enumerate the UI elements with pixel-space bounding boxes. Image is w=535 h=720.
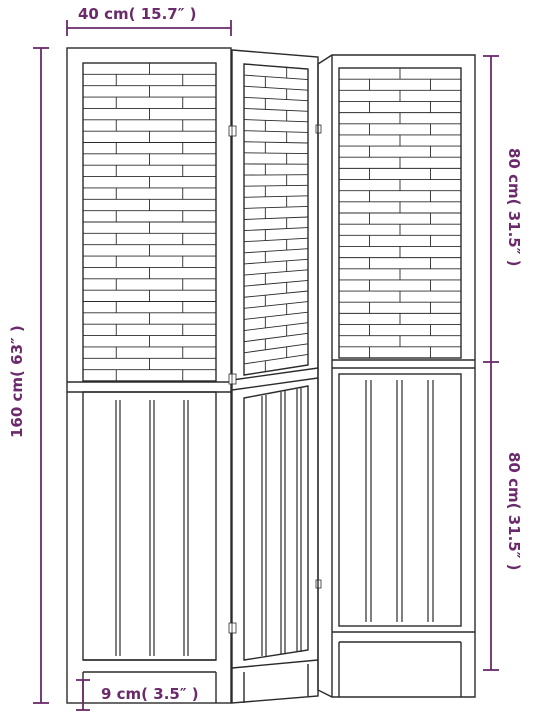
weave-strand bbox=[244, 333, 308, 341]
weave-strand bbox=[244, 280, 308, 286]
weave-strand bbox=[244, 291, 308, 297]
leg-height-label: 9 cm( 3.5″ ) bbox=[101, 685, 199, 703]
width-label: 40 cm( 15.7″ ) bbox=[78, 5, 197, 23]
weave-strand bbox=[244, 344, 308, 353]
weave-strand bbox=[244, 120, 308, 122]
panel-left-slats bbox=[116, 400, 188, 656]
weave-strand bbox=[244, 312, 308, 319]
weave-strand bbox=[244, 270, 308, 275]
lower-height-label: 80 cm( 31.5″ ) bbox=[505, 452, 523, 571]
weave-strand bbox=[244, 217, 308, 220]
weave-strand bbox=[244, 75, 308, 79]
weave-strand bbox=[244, 108, 308, 111]
weave-strand bbox=[244, 64, 308, 69]
panel-middle-slats bbox=[262, 388, 301, 656]
weave-strand bbox=[244, 131, 308, 133]
upper-height-label: 80 cm( 31.5″ ) bbox=[505, 148, 523, 267]
panel-middle bbox=[232, 50, 318, 703]
weave-strand bbox=[244, 249, 308, 253]
weave-strand bbox=[244, 259, 308, 264]
weave-strand bbox=[244, 238, 308, 242]
panel-left-weave bbox=[83, 63, 216, 381]
weave-strand bbox=[244, 323, 308, 331]
weave-strand bbox=[244, 206, 308, 208]
weave-strand bbox=[244, 86, 308, 90]
hinge-top bbox=[229, 126, 236, 136]
weave-strand bbox=[244, 302, 308, 309]
weave-strand bbox=[244, 97, 308, 100]
panel-right-weave bbox=[339, 68, 461, 358]
hinge-middle bbox=[229, 374, 236, 384]
weave-strand bbox=[244, 196, 308, 197]
panel-middle-weave bbox=[244, 64, 308, 375]
weave-strand bbox=[244, 153, 308, 154]
weave-strand bbox=[244, 185, 308, 186]
total-height-label: 160 cm( 63″ ) bbox=[8, 325, 26, 438]
weave-strand bbox=[244, 354, 308, 363]
panel-right-slats bbox=[366, 380, 433, 622]
weave-strand bbox=[244, 228, 308, 231]
hinge-bottom bbox=[229, 623, 236, 633]
weave-strand bbox=[244, 142, 308, 143]
panel-left bbox=[67, 48, 231, 703]
